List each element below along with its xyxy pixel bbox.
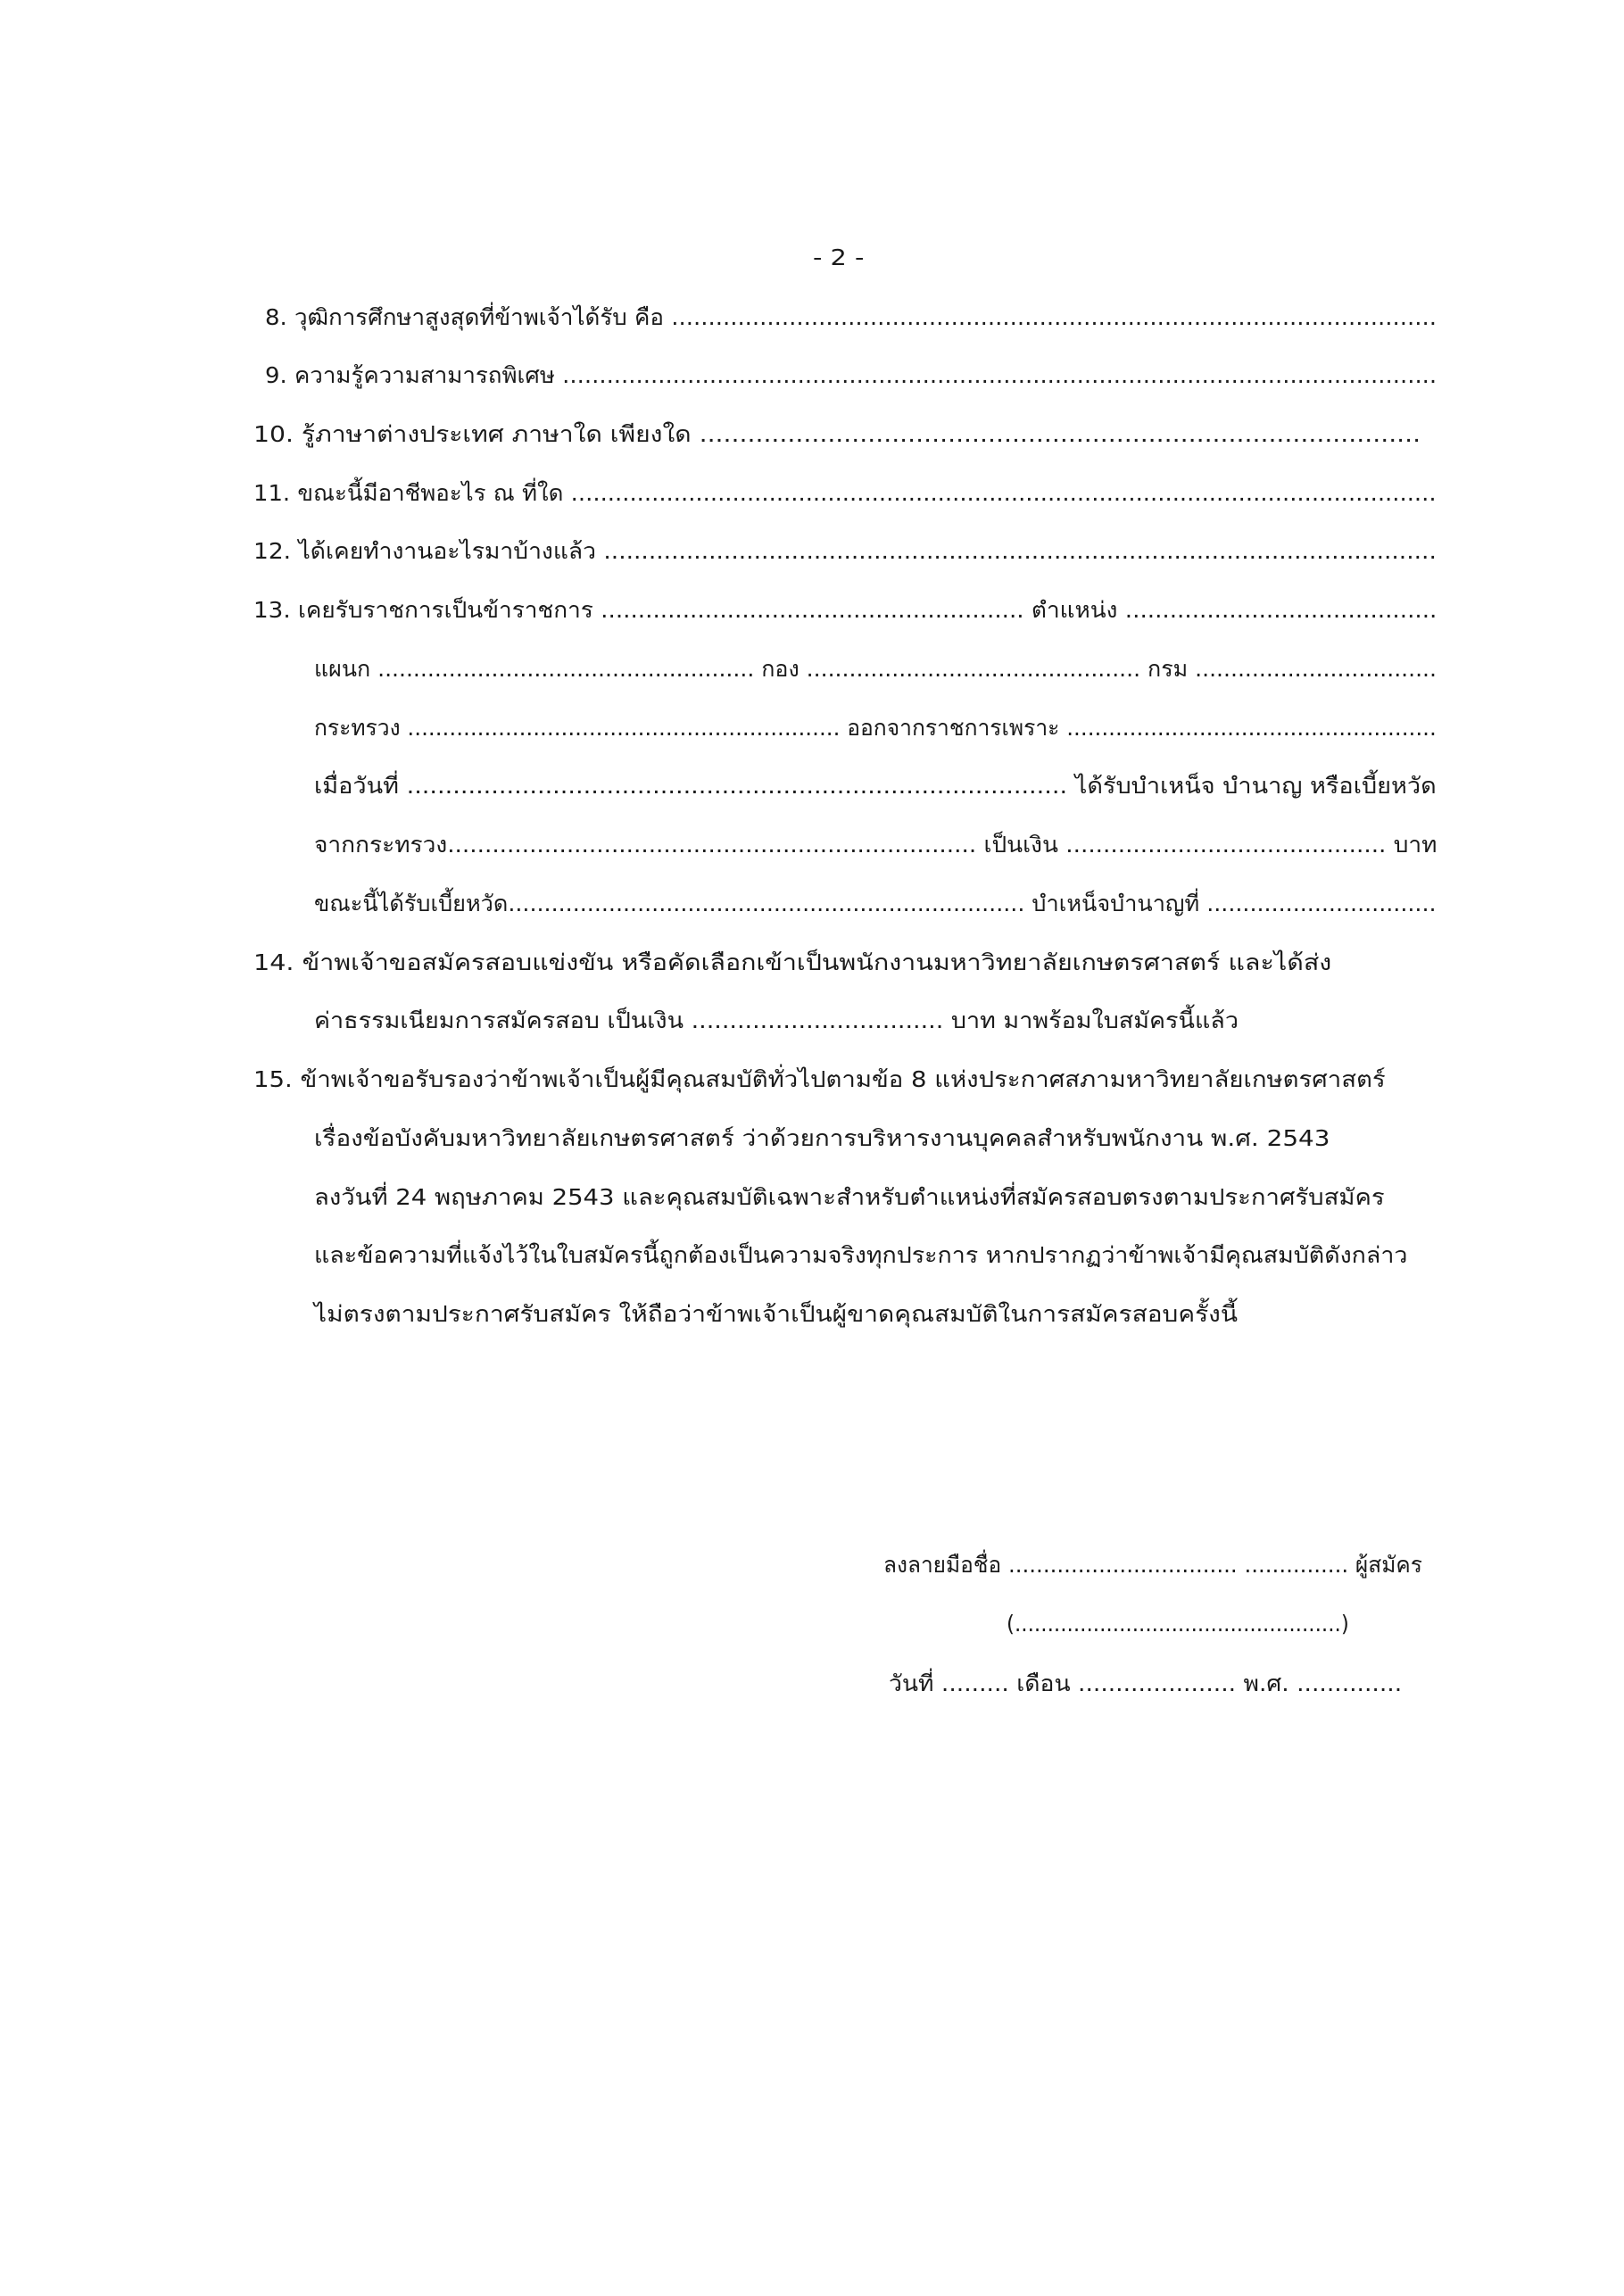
page-number: - 2 -	[813, 245, 865, 270]
item-8-highest-education: 8. วุฒิการศึกษาสูงสุดที่ข้าพเจ้าได้รับ คือ ........................................................................................................	[265, 304, 1438, 330]
item-13-civil-service-line-1: 13. เคยรับราชการเป็นข้าราชการ ......................................................... ตำแหน่ง ..........................................	[253, 597, 1438, 623]
item-13-civil-service-line-2: แผนก ..................................................... กอง ............................................... กรม ..................................	[314, 656, 1437, 682]
item-13-civil-service-line-4: เมื่อวันที่ ...................................................................................... ได้รับบำเหน็จ บำนาญ หรือเบี้ยหวัด	[314, 773, 1437, 799]
item-15-certification-line-3: ลงวันที่ 24 พฤษภาคม 2543 และคุณสมบัติเฉพาะสำหรับตำแหน่งที่สมัครสอบตรงตามประกาศรับสมัคร	[314, 1184, 1385, 1210]
item-14-application-line-2: ค่าธรรมเนียมการสมัครสอบ เป็นเงิน ................................. บาท มาพร้อมใบสมัครนี้แล้ว	[314, 1007, 1239, 1033]
applicant-name-line: (..................................................)	[1007, 1611, 1349, 1637]
item-15-certification-line-2: เรื่องข้อบังคับมหาวิทยาลัยเกษตรศาสตร์ ว่าด้วยการบริหารงานบุคคลสำหรับพนักงาน พ.ศ. 2543	[314, 1125, 1330, 1151]
date-line: วันที่ ......... เดือน ..................... พ.ศ. ..............	[889, 1670, 1403, 1696]
item-15-certification-line-4: และข้อความที่แจ้งไว้ในใบสมัครนี้ถูกต้องเป็นความจริงทุกประการ หากปรากฏว่าข้าพเจ้ามีคุณสมบัติดังกล่าว	[314, 1242, 1408, 1268]
item-13-civil-service-line-5: จากกระทรวง....................................................................... เป็นเงิน ........................................... บาท	[314, 832, 1438, 858]
item-9-special-skills: 9. ความรู้ความสามารถพิเศษ .......................................................................................................................	[265, 362, 1438, 388]
item-15-certification-line-5: ไม่ตรงตามประกาศรับสมัคร ให้ถือว่าข้าพเจ้าเป็นผู้ขาดคุณสมบัติในการสมัครสอบครั้งนี้	[314, 1301, 1238, 1327]
item-13-civil-service-line-6: ขณะนี้ได้รับเบี้ยหวัด........................................................................ บำเหน็จบำนาญที่ ................................	[314, 891, 1437, 916]
item-12-work-experience: 12. ได้เคยทำงานอะไรมาบ้างแล้ว ...............................................................................................................	[253, 538, 1437, 564]
item-15-certification-line-1: 15. ข้าพเจ้าขอรับรองว่าข้าพเจ้าเป็นผู้มีคุณสมบัติทั่วไปตามข้อ 8 แห่งประกาศสภามหาวิทยาลัยเกษตรศาสตร์	[253, 1066, 1386, 1092]
item-14-application-line-1: 14. ข้าพเจ้าขอสมัครสอบแข่งขัน หรือคัดเลือกเข้าเป็นพนักงานมหาวิทยาลัยเกษตรศาสตร์ และได้ส่ง	[253, 949, 1332, 975]
item-11-current-occupation: 11. ขณะนี้มีอาชีพอะไร ณ ที่ใด ......................................................................................................................	[253, 480, 1437, 506]
item-13-civil-service-line-3: กระทรวง .............................................................. ออกจากราชการเพราะ .....................................................	[314, 715, 1437, 741]
item-10-foreign-languages: 10. รู้ภาษาต่างประเทศ ภาษาใด เพียงใด ..........................................................................................	[253, 421, 1421, 447]
signature-line: ลงลายมือชื่อ ................................. ............... ผู้สมัคร	[883, 1552, 1422, 1578]
